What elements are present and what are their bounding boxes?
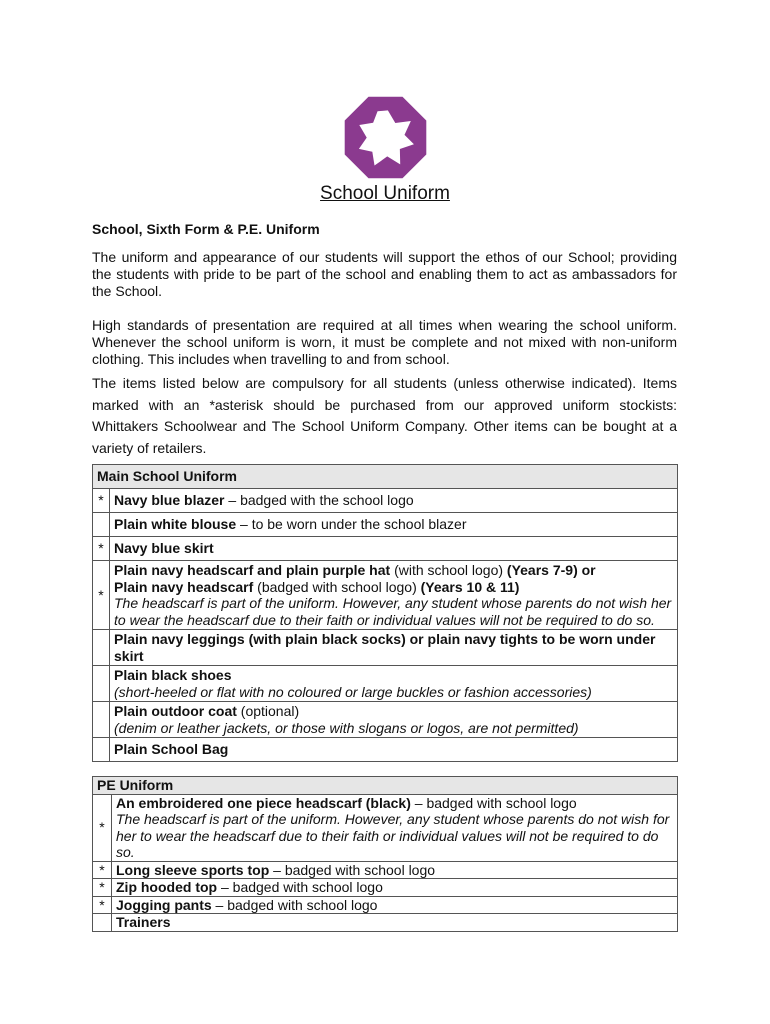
pe-uniform-table <box>92 776 678 932</box>
table-row <box>93 513 678 537</box>
table-row <box>93 896 678 914</box>
table-header <box>93 465 678 489</box>
asterisk: * <box>93 896 112 914</box>
item-bag: Plain School Bag <box>110 738 678 762</box>
asterisk: * <box>93 561 110 630</box>
table-row <box>93 630 678 666</box>
pe-uniform-header: PE Uniform <box>93 777 678 795</box>
page-title: School Uniform <box>320 183 450 204</box>
asterisk: * <box>93 794 112 861</box>
table-row <box>93 537 678 561</box>
table-row <box>93 702 678 738</box>
table-row <box>93 794 678 861</box>
school-logo <box>343 95 428 180</box>
table-row <box>93 666 678 702</box>
asterisk: * <box>93 489 110 513</box>
table-row <box>93 738 678 762</box>
item-pe-headscarf: An embroidered one piece headscarf (black) – badged with school logo The headscarf is part of the uniform. However, any student whose parents do not wish for her to wear the headscarf due to their faith or individual values will not be required to do so. <box>112 794 678 861</box>
item-sports-top: Long sleeve sports top – badged with school logo <box>112 861 678 879</box>
table-header <box>93 777 678 795</box>
item-headscarf: Plain navy headscarf and plain purple hat (with school logo) (Years 7-9) or Plain navy headscarf (badged with school logo) (Years 10 & 11) The headscarf is part of the uniform. However, any student whose parents do not wish her to wear the headscarf due to their faith or individual values will not be required to do so. <box>110 561 678 630</box>
asterisk: * <box>93 537 110 561</box>
asterisk: * <box>93 861 112 879</box>
item-trainers: Trainers <box>112 914 678 932</box>
intro-paragraph: The uniform and appearance of our students will support the ethos of our School; providing the students with pride to be part of the school and enabling them to act as ambassadors for the School. <box>92 249 677 299</box>
item-hooded-top: Zip hooded top – badged with school logo <box>112 879 678 897</box>
item-blouse: Plain white blouse – to be worn under the school blazer <box>110 513 678 537</box>
main-uniform-table <box>92 464 678 762</box>
item-coat: Plain outdoor coat (optional) (denim or leather jackets, or those with slogans or logos, are not permitted) <box>110 702 678 738</box>
table-row <box>93 561 678 630</box>
item-shoes: Plain black shoes (short-heeled or flat with no coloured or large buckles or fashion accessories) <box>110 666 678 702</box>
item-blazer: Navy blue blazer – badged with the school logo <box>110 489 678 513</box>
standards-paragraph: High standards of presentation are required at all times when wearing the school uniform. Whenever the school uniform is worn, it must be complete and not mixed with non-uniform clothing. This includes when travelling to and from school. <box>92 317 677 367</box>
asterisk: * <box>93 879 112 897</box>
table-row <box>93 914 678 932</box>
main-uniform-header: Main School Uniform <box>93 465 678 489</box>
item-leggings: Plain navy leggings (with plain black socks) or plain navy tights to be worn under skirt <box>110 630 678 666</box>
item-jogging-pants: Jogging pants – badged with school logo <box>112 896 678 914</box>
items-paragraph: The items listed below are compulsory for all students (unless otherwise indicated). Items marked with an *asterisk should be purchased from our approved uniform stockists: Whittakers Schoolwear and The School Uniform Company. Other items can be bought at a variety of retailers. <box>92 375 677 456</box>
table-row <box>93 879 678 897</box>
table-row <box>93 489 678 513</box>
subtitle: School, Sixth Form & P.E. Uniform <box>92 221 320 237</box>
table-row <box>93 861 678 879</box>
item-skirt: Navy blue skirt <box>110 537 678 561</box>
